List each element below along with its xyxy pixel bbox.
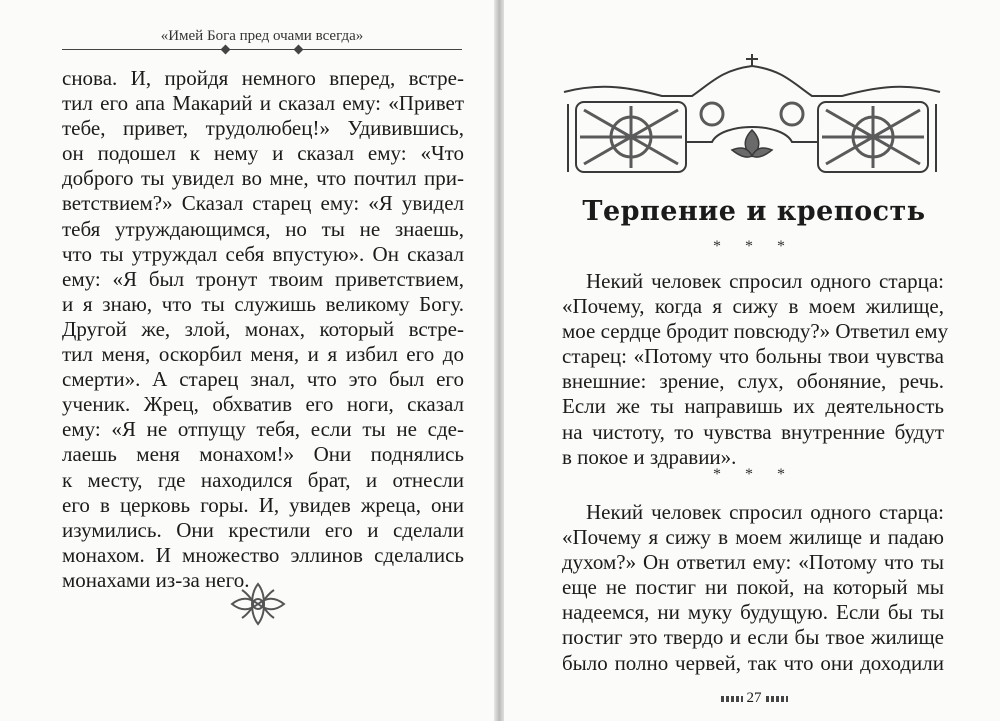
text-line: его в церковь горы. И, увидев жреца, они (62, 492, 464, 517)
text-line: было полно червей, так что они доходили (562, 650, 944, 675)
text-line: доброго ты увидел во мне, что почтил при- (62, 166, 464, 191)
text-line: тил его апа Макарий и сказал ему: «Привет (62, 91, 464, 116)
page-number: 27 (746, 690, 762, 706)
text-line: Некий человек спросил одного старца: (586, 500, 944, 524)
text-line: на чистоту, то чувства внутренние будут (562, 419, 944, 444)
fleuron-ornament-icon (228, 580, 288, 628)
page-number-area (704, 690, 804, 707)
text-line: монахом. И множество эллинов сделались (62, 542, 464, 567)
text-line: что ты утруждал себя впустую». Он сказал (62, 241, 464, 266)
text-line: и я знаю, что ты служишь великому Богу. (62, 291, 464, 316)
text-line: еще не постиг ни покой, на который мы (562, 575, 944, 600)
running-head: «Имей Бога пред очами всегда» (160, 28, 364, 44)
text-line: в покое и здравии». (562, 444, 737, 469)
text-line: ему: «Я не отпущу тебя, если ты не сде- (62, 417, 464, 442)
text-line: монахами из-за него. (62, 567, 250, 592)
text-line: «Почему, когда я сижу в моем жилище, (562, 294, 944, 319)
chapter-title: Терпение и крепость (582, 196, 926, 227)
text-line: лаешь меня монахом!» Они поднялись (62, 442, 464, 467)
left-page (0, 0, 496, 721)
text-line: надеемся, ни муку будущую. Если бы ты (562, 600, 944, 625)
paragraph-1 (562, 269, 949, 470)
text-line: ему: «Я был тронут твоим приветствием, (62, 266, 464, 291)
text-line: он подошел к нему и сказал ему: «Что (62, 141, 464, 166)
text-line: изумились. Они крестили его и сделали (62, 517, 464, 542)
text-line: снова. И, пройдя немного вперед, встре- (62, 66, 464, 90)
text-line: Некий человек спросил одного старца: (586, 269, 944, 293)
text-line: тебе, привет, трудолюбец!» Удивившись, (62, 116, 464, 141)
text-line: Если же ты направишь их деятельность (562, 394, 944, 419)
folio-ornament (721, 696, 743, 702)
text-line: «Почему я сижу в моем жилище и падаю (562, 525, 944, 550)
text-line: тил меня, оскорбил меня, и я избил его до (62, 342, 464, 367)
paragraph-2 (562, 500, 944, 676)
text-line: внешние: зрение, слух, обоняние, речь. (562, 369, 944, 394)
folio-ornament (766, 696, 788, 702)
section-separator: * * * (713, 466, 795, 483)
right-page (504, 0, 1000, 721)
text-line: ветствием?» Сказал старец ему: «Я увидел (62, 191, 464, 216)
text-line: тебя утруждающимся, но ты не знаешь, (62, 216, 464, 241)
text-line: постиг это твердо и если бы твое жилище (562, 625, 944, 650)
text-line: мое сердце бродит повсюду?» Ответил ему (562, 319, 949, 344)
text-line: ученик. Жрец, обхватив его ноги, сказал (62, 392, 464, 417)
running-head-rule (62, 49, 462, 50)
left-body-text (62, 66, 464, 593)
text-line: старец: «Потому что больны твои чувства (562, 344, 944, 369)
text-line: смерти». А старец знал, что это был его (62, 367, 464, 392)
ornamental-headpiece-icon (562, 52, 942, 180)
text-line: Другой же, злой, монах, который встре- (62, 316, 464, 341)
text-line: духом?» Он ответил ему: «Потому что ты (562, 550, 944, 575)
text-line: к месту, где находился брат, и отнесли (62, 467, 464, 492)
section-separator: * * * (713, 238, 795, 255)
